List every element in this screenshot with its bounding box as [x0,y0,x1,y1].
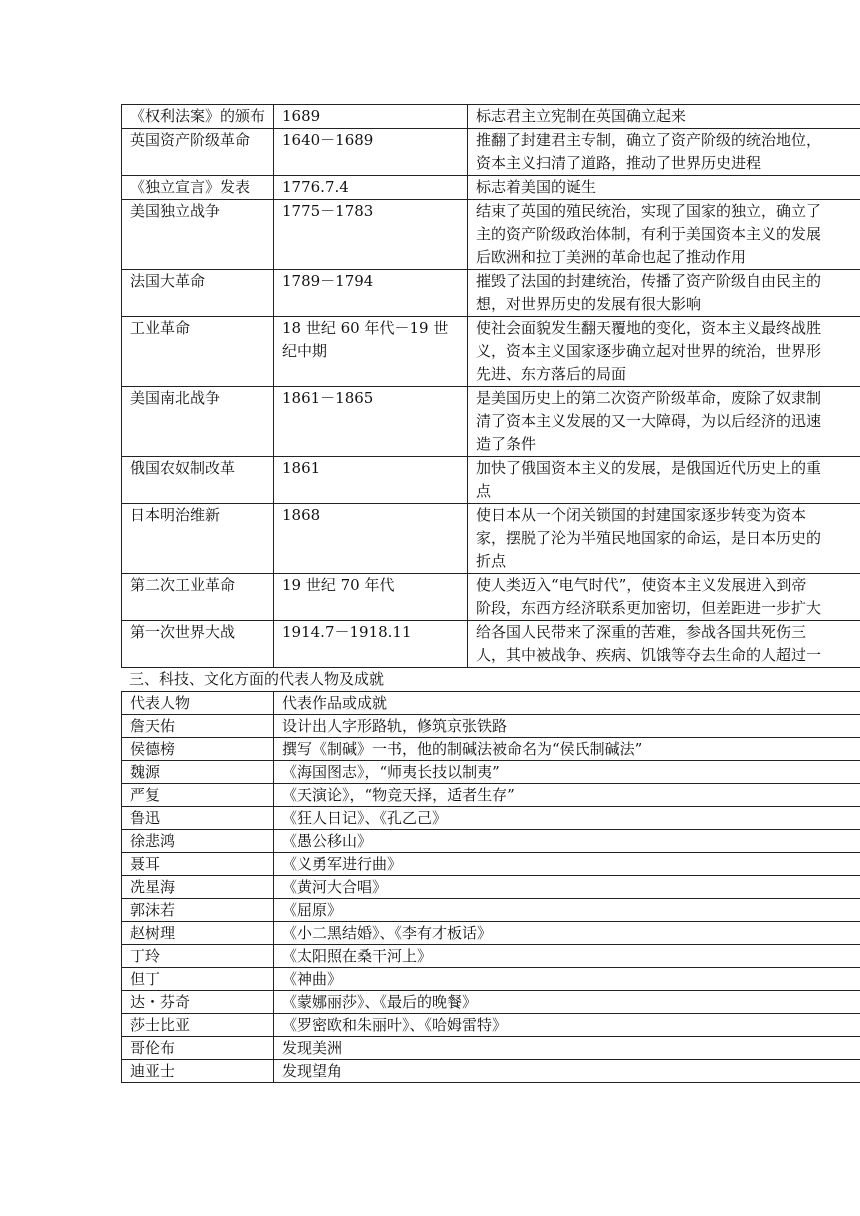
table-row [122,1014,860,1037]
person-name: 鲁迅 [122,807,274,830]
event-name-cell [122,387,274,457]
table-row [122,853,860,876]
person-achievement: 《太阳照在桑干河上》 [274,945,860,968]
person-achievement: 《狂人日记》、《孔乙己》 [274,807,860,830]
event-significance: 摧毁了法国的封建统治，传播了资产阶级自由民主的 想，对世界历史的发展有很大影响 [476,272,822,313]
table-row [122,105,860,129]
table-row [122,200,860,270]
person-name: 赵树理 [122,922,274,945]
person-achievement: 《义勇军进行曲》 [274,853,860,876]
event-time-cell [274,457,468,504]
table-row [122,270,860,317]
event-name-cell [122,200,274,270]
section-heading: 三、科技、文化方面的代表人物及成就 [129,670,385,688]
event-significance-cell [468,270,860,317]
event-significance-cell [468,387,860,457]
event-significance: 使人类迈入“电气时代”，使资本主义发展进入到帝 阶段，东西方经济联系更加密切，但差距进一步扩大 [476,576,822,617]
event-time: 1689 [282,107,321,125]
event-name-cell [122,317,274,387]
event-time: 1914.7－1918.11 [282,623,412,641]
person-name: 哥伦布 [122,1037,274,1060]
event-time: 1776.7.4 [282,178,349,196]
person-achievement: 《小二黑结婚》、《李有才板话》 [274,922,860,945]
table-row [122,968,860,991]
event-name-cell [122,129,274,176]
event-significance: 推翻了封建君主专制，确立了资产阶级的统治地位， 资本主义扫清了道路，推动了世界历史进程 [476,131,822,172]
event-time: 1861－1865 [282,389,374,407]
person-name: 詹天佑 [122,715,274,738]
person-achievement: 发现望角 [274,1060,860,1083]
history-events-body [122,105,860,668]
event-time-cell [274,387,468,457]
event-name: 《权利法案》的颁布 [130,107,266,125]
person-name: 聂耳 [122,853,274,876]
person-achievement: 《罗密欧和朱丽叶》、《哈姆雷特》 [274,1014,860,1037]
event-significance: 是美国历史上的第二次资产阶级革命，废除了奴隶制 清了资本主义发展的又一大障碍，为以后经济的迅速 造了条件 [476,389,822,453]
event-name-cell [122,457,274,504]
event-time: 1775－1783 [282,202,374,220]
table-row [122,922,860,945]
table-row [122,1060,860,1083]
table-row [122,317,860,387]
person-achievement: 设计出人字形路轨，修筑京张铁路 [274,715,860,738]
event-time-cell [274,200,468,270]
person-achievement: 《愚公移山》 [274,830,860,853]
table-row [122,945,860,968]
table-row [122,387,860,457]
event-time: 1861 [282,459,321,477]
person-name: 郭沫若 [122,899,274,922]
table-header-row [122,692,860,715]
event-time-cell [274,129,468,176]
figures-table [121,691,860,1083]
event-name: 美国独立战争 [130,202,221,220]
person-name: 徐悲鸿 [122,830,274,853]
event-significance-cell [468,504,860,574]
person-name: 达・芬奇 [122,991,274,1014]
event-name: 英国资产阶级革命 [130,131,251,149]
event-significance-cell [468,317,860,387]
event-significance-cell [468,129,860,176]
event-time-cell [274,621,468,668]
event-time: 1640－1689 [282,131,374,149]
event-significance: 使社会面貌发生翻天覆地的变化，资本主义最终战胜 义，资本主义国家逐步确立起对世界的统治，世界形 先进、东方落后的局面 [476,319,822,383]
document-page [121,104,860,1083]
event-significance-cell [468,621,860,668]
person-name: 丁玲 [122,945,274,968]
table-row [122,807,860,830]
table-row [122,899,860,922]
event-time: 18 世纪 60 年代－19 世纪中期 [282,319,449,360]
event-time: 1868 [282,506,321,524]
table-row [122,761,860,784]
table-row [122,991,860,1014]
person-achievement: 《蒙娜丽莎》、《最后的晚餐》 [274,991,860,1014]
table-row [122,621,860,668]
person-achievement: 《海国图志》，“师夷长技以制夷” [274,761,860,784]
person-name: 侯德榜 [122,738,274,761]
event-name-cell [122,574,274,621]
table-row [122,784,860,807]
person-achievement: 《黄河大合唱》 [274,876,860,899]
event-significance-cell [468,105,860,129]
event-name: 第一次世界大战 [130,623,236,641]
person-achievement: 《神曲》 [274,968,860,991]
event-time-cell [274,504,468,574]
person-name: 魏源 [122,761,274,784]
table-row [122,129,860,176]
event-time-cell [274,176,468,200]
event-significance: 加快了俄国资本主义的发展，是俄国近代历史上的重 点 [476,459,822,500]
person-name: 迪亚士 [122,1060,274,1083]
event-time-cell [274,105,468,129]
figures-table-body [122,692,860,1083]
event-time: 19 世纪 70 年代 [282,576,395,594]
event-name-cell [122,176,274,200]
person-name: 严复 [122,784,274,807]
event-significance: 标志着美国的诞生 [476,178,597,196]
table-row [122,176,860,200]
event-significance: 结束了英国的殖民统治，实现了国家的独立，确立了 主的资产阶级政治体制，有利于美国资本主义的发展 后欧洲和拉丁美洲的革命也起了推动作用 [476,202,822,266]
event-name-cell [122,270,274,317]
table-row [122,830,860,853]
table-row [122,574,860,621]
event-time: 1789－1794 [282,272,374,290]
person-name: 冼星海 [122,876,274,899]
event-significance: 给各国人民带来了深重的苦难，参战各国共死伤三 人，其中被战争、疾病、饥饿等夺去生命的人超过一 [476,623,822,664]
event-significance: 标志君主立宪制在英国确立起来 [476,107,687,125]
header-work: 代表作品或成就 [274,692,860,715]
table-row [122,1037,860,1060]
person-achievement: 撰写《制碱》一书，他的制碱法被命名为“侯氏制碱法” [274,738,860,761]
person-achievement: 《天演论》，“物竞天择，适者生存” [274,784,860,807]
table-row [122,457,860,504]
event-name: 俄国农奴制改革 [130,459,236,477]
event-name: 第二次工业革命 [130,576,236,594]
person-achievement: 发现美洲 [274,1037,860,1060]
event-name: 日本明治维新 [130,506,221,524]
event-significance-cell [468,574,860,621]
event-name: 法国大革命 [130,272,206,290]
event-name-cell [122,504,274,574]
event-name: 工业革命 [130,319,191,337]
table-row [122,504,860,574]
event-time-cell [274,317,468,387]
table-row [122,738,860,761]
person-name: 莎士比亚 [122,1014,274,1037]
event-name: 《独立宣言》发表 [130,178,251,196]
event-name-cell [122,105,274,129]
table-row [122,715,860,738]
event-significance-cell [468,200,860,270]
event-time-cell [274,574,468,621]
event-name: 美国南北战争 [130,389,221,407]
event-name-cell [122,621,274,668]
event-time-cell [274,270,468,317]
event-significance-cell [468,457,860,504]
person-name: 但丁 [122,968,274,991]
history-events-table [121,104,860,668]
event-significance: 使日本从一个闭关锁国的封建国家逐步转变为资本 家，摆脱了沦为半殖民地国家的命运，是日本历史的 折点 [476,506,822,570]
table-row [122,876,860,899]
header-person: 代表人物 [122,692,274,715]
person-achievement: 《屈原》 [274,899,860,922]
event-significance-cell [468,176,860,200]
